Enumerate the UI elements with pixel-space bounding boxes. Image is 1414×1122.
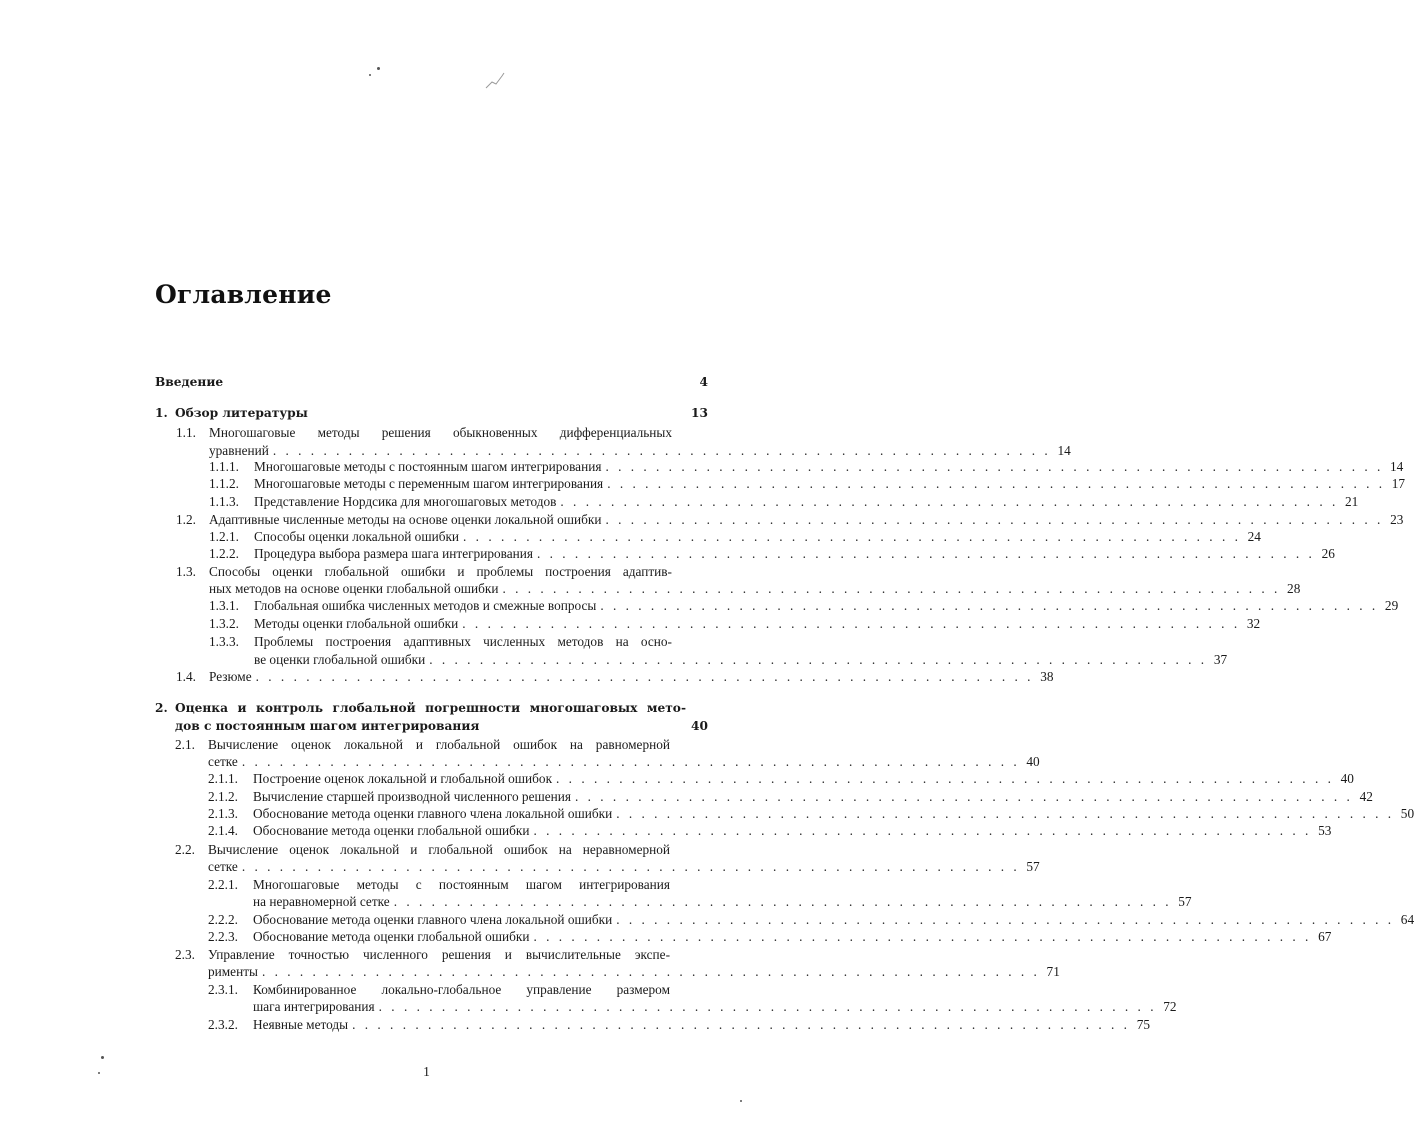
toc-entry-page: 40 <box>1340 771 1354 786</box>
toc-entry-section-1-3[interactable] <box>176 564 672 579</box>
toc-entry-page: 57 <box>1026 859 1040 874</box>
toc-entry-text: Глобальная ошибка численных методов и смежные вопросы <box>254 598 597 613</box>
toc-entry-text: ве оценки глобальной ошибки <box>254 652 426 667</box>
toc-entry-subsection[interactable] <box>209 634 672 649</box>
toc-leader-dots: . . . . . . . . . . . . . . . . . . . . . . . . . . . . . . . . . . . . . . . . . . . . . . . . . . . . . . . . . . . . . . <box>616 806 1395 821</box>
toc-entry-subsection[interactable] <box>208 771 1354 786</box>
toc-entry-page: 23 <box>1390 512 1404 527</box>
toc-entry-number: 2.3.2. <box>208 1017 238 1032</box>
toc-leader-dots: . . . . . . . . . . . . . . . . . . . . . . . . . . . . . . . . . . . . . . . . . . . . . . . . . . . . . . . . . . . . . . <box>255 669 1034 684</box>
toc-entry-page: 14 <box>1390 459 1404 474</box>
toc-entry-subsection[interactable] <box>208 823 1332 838</box>
toc-entry-chapter-1[interactable] <box>155 406 708 421</box>
toc-entry-subsection[interactable] <box>209 546 1335 561</box>
toc-entry-page: 75 <box>1136 1017 1150 1032</box>
toc-entry-page: 50 <box>1400 806 1414 821</box>
toc-entry-page: 53 <box>1318 823 1332 838</box>
toc-entry-text: Вычисление оценок локальной и глобальной ошибок на неравномерной <box>208 842 670 857</box>
toc-leader-dots: . . . . . . . . . . . . . . . . . . . . . . . . . . . . . . . . . . . . . . . . . . . . . . . . . . . . . . . . . . . . . . <box>533 929 1312 944</box>
toc-entry-subsection[interactable] <box>209 616 1261 631</box>
toc-entry-number: 2.1.1. <box>208 771 238 786</box>
toc-entry-number: 1.3.2. <box>209 616 239 631</box>
toc-entry-text: Неявные методы <box>253 1017 349 1032</box>
toc-entry-number: 2.2.1. <box>208 877 238 892</box>
toc-entry-page: 29 <box>1384 598 1399 613</box>
toc-leader-dots: . . . . . . . . . . . . . . . . . . . . . . . . . . . . . . . . . . . . . . . . . . . . . . . . . . . . . . . . . . . . . . <box>462 616 1241 631</box>
toc-entry-text: Адаптивные численные методы на основе оценки локальной ошибки <box>209 512 602 527</box>
toc-entry-continuation[interactable] <box>208 964 1060 979</box>
scan-speck <box>740 1100 742 1102</box>
toc-entry-continuation[interactable] <box>208 754 1040 769</box>
toc-entry-text: Обоснование метода оценки глобальной ошибки <box>253 929 530 944</box>
toc-entry-page: 57 <box>1178 894 1192 909</box>
toc-entry-page: 38 <box>1040 669 1054 684</box>
toc-entry-page: 32 <box>1246 616 1261 631</box>
toc-entry-page: 24 <box>1247 529 1261 544</box>
toc-entry-section-2-2[interactable] <box>175 842 670 857</box>
toc-entry-number: 2.1. <box>175 737 195 752</box>
toc-entry-text: Оценка и контроль глобальной погрешности многошаговых мето- <box>175 701 686 715</box>
toc-entry-text: Обоснование метода оценки глобальной ошибки <box>253 823 530 838</box>
toc-entry-number: 2.2.2. <box>208 912 238 927</box>
toc-entry-number: 1.1.1. <box>209 459 239 474</box>
toc-entry-number: 1.2.2. <box>209 546 239 561</box>
toc-entry-continuation[interactable] <box>209 581 1301 596</box>
toc-leader-dots: . . . . . . . . . . . . . . . . . . . . . . . . . . . . . . . . . . . . . . . . . . . . . . . . . . . . . . . . . . . . . . <box>463 529 1241 544</box>
toc-entry-page: 40 <box>1026 754 1040 769</box>
toc-entry-page: 13 <box>691 406 708 420</box>
toc-entry-number: 1.1.2. <box>209 476 239 491</box>
toc-entry-number: 1.2.1. <box>209 529 239 544</box>
toc-entry-number: 1.3. <box>176 564 196 579</box>
toc-entry-text: дов с постоянным шагом интегрирования <box>175 719 480 733</box>
scan-speck <box>101 1056 104 1059</box>
toc-leader-dots: . . . . . . . . . . . . . . . . . . . . . . . . . . . . . . . . . . . . . . . . . . . . . . . . . . . . . . . . . . . . . . <box>605 459 1384 474</box>
toc-entry-text: Построение оценок локальной и глобальной ошибок <box>253 771 553 786</box>
toc-entry-text: ных методов на основе оценки глобальной ошибки <box>209 581 499 596</box>
toc-entry-text: Способы оценки глобальной ошибки и проблемы построения адаптив- <box>209 564 672 579</box>
toc-leader-dots: . . . . . . . . . . . . . . . . . . . . . . . . . . . . . . . . . . . . . . . . . . . . . . . . . . . . . . . . . . . . . . <box>352 1017 1130 1032</box>
toc-entry-text: Вычисление старшей производной численного решения <box>253 789 571 804</box>
toc-entry-text: Обоснование метода оценки главного члена локальной ошибки <box>253 912 613 927</box>
toc-leader-dots: . . . . . . . . . . . . . . . . . . . . . . . . . . . . . . . . . . . . . . . . . . . . . . . . . . . . . . . . . . . . . . <box>605 512 1384 527</box>
toc-entry-chapter-2[interactable] <box>155 701 686 716</box>
toc-entry-text: уравнений <box>209 443 269 458</box>
toc-entry-page: 40 <box>691 719 708 733</box>
toc-entry-continuation[interactable] <box>175 719 708 734</box>
toc-entry-subsection[interactable] <box>208 929 1332 944</box>
toc-entry-subsection[interactable] <box>209 598 1399 613</box>
toc-entry-text: рименты <box>208 964 258 979</box>
toc-entry-page: 4 <box>699 375 708 389</box>
toc-entry-text: Многошаговые методы с постоянным шагом интегрирования <box>254 459 602 474</box>
toc-entry-number: 1.1. <box>176 425 196 440</box>
toc-entry-number: 1.4. <box>176 669 196 684</box>
toc-entry-text: на неравномерной сетке <box>253 894 390 909</box>
toc-entry-number: 2.3.1. <box>208 982 238 997</box>
toc-entry-page: 37 <box>1213 652 1228 667</box>
page-number: 1 <box>423 1064 430 1079</box>
toc-entry-section-2-1[interactable] <box>175 737 670 752</box>
toc-entry-section-1-4[interactable] <box>176 669 1054 684</box>
toc-leader-dots: . . . . . . . . . . . . . . . . . . . . . . . . . . . . . . . . . . . . . . . . . . . . . . . . . . . . . . . . . . . . . . <box>574 789 1353 804</box>
toc-leader-dots: . . . . . . . . . . . . . . . . . . . . . . . . . . . . . . . . . . . . . . . . . . . . . . . . . . . . . . . . . . . . . . <box>607 476 1386 491</box>
toc-entry-text: шага интегрирования <box>253 999 375 1014</box>
toc-entry-text: Обоснование метода оценки главного члена локальной ошибки <box>253 806 613 821</box>
toc-entry-page: 28 <box>1287 581 1301 596</box>
toc-entry-section-2-3[interactable] <box>175 947 670 962</box>
toc-leader-dots: . . . . . . . . . . . . . . . . . . . . . . . . . . . . . . . . . . . . . . . . . . . . . . . . . . . . . . . . . . . . . . <box>533 823 1312 838</box>
toc-entry-subsection[interactable] <box>209 476 1406 491</box>
toc-entry-text: Многошаговые методы с постоянным шагом интегрирования <box>253 877 670 892</box>
toc-leader-dots: . . . . . . . . . . . . . . . . . . . . . . . . . . . . . . . . . . . . . . . . . . . . . . . . . . . . . . . . . . . . . . <box>536 546 1315 561</box>
toc-entry-page: 14 <box>1057 443 1071 458</box>
toc-entry-number: 1.3.3. <box>209 634 239 649</box>
toc-entry-page: 17 <box>1391 476 1406 491</box>
toc-entry-number: 2.1.3. <box>208 806 238 821</box>
toc-entry-subsection[interactable] <box>209 529 1261 544</box>
toc-leader-dots: . . . . . . . . . . . . . . . . . . . . . . . . . . . . . . . . . . . . . . . . . . . . . . . . . . . . . . . . . . . . . . <box>600 598 1379 613</box>
toc-entry-number: 2.1.4. <box>208 823 238 838</box>
scan-speck <box>377 67 380 70</box>
toc-entry-subsection[interactable] <box>208 1017 1150 1032</box>
toc-entry-number: 2.1.2. <box>208 789 238 804</box>
toc-entry-text: Методы оценки глобальной ошибки <box>254 616 459 631</box>
toc-entry-number: 2.2. <box>175 842 195 857</box>
toc-entry-subsection[interactable] <box>208 877 670 892</box>
toc-leader-dots: . . . . . . . . . . . . . . . . . . . . . . . . . . . . . . . . . . . . . . . . . . . . . . . . . . . . . . . . . . . . . . <box>393 894 1172 909</box>
scan-mark <box>484 70 506 92</box>
toc-entry-text: Многошаговые методы с переменным шагом интегрирования <box>254 476 604 491</box>
toc-entry-text: Комбинированное локально-глобальное управление размером <box>253 982 670 997</box>
toc-entry-number: 1.3.1. <box>209 598 239 613</box>
toc-entry-text: Вычисление оценок локальной и глобальной ошибок на равномерной <box>208 737 670 752</box>
toc-leader-dots: . . . . . . . . . . . . . . . . . . . . . . . . . . . . . . . . . . . . . . . . . . . . . . . . . . . . . . . . . . . . . . <box>241 754 1020 769</box>
toc-entry-number: 2.3. <box>175 947 195 962</box>
toc-entry-page: 71 <box>1046 964 1060 979</box>
toc-entry-page: 72 <box>1163 999 1177 1014</box>
toc-entry-text: Обзор литературы <box>175 406 308 420</box>
toc-leader-dots: . . . . . . . . . . . . . . . . . . . . . . . . . . . . . . . . . . . . . . . . . . . . . . . . . . . . . . . . . . . . . . <box>272 443 1051 458</box>
scan-speck <box>369 74 371 76</box>
toc-entry-number: 1. <box>155 406 168 420</box>
toc-entry-number: 1.2. <box>176 512 196 527</box>
toc-leader-dots: . . . . . . . . . . . . . . . . . . . . . . . . . . . . . . . . . . . . . . . . . . . . . . . . . . . . . . . . . . . . . . <box>502 581 1281 596</box>
toc-entry-subsection[interactable] <box>208 912 1414 927</box>
toc-leader-dots: . . . . . . . . . . . . . . . . . . . . . . . . . . . . . . . . . . . . . . . . . . . . . . . . . . . . . . . . . . . . . . <box>378 999 1157 1014</box>
toc-entry-number: 2. <box>155 701 168 715</box>
toc-entry-page: 26 <box>1321 546 1335 561</box>
toc-entry-text: Способы оценки локальной ошибки <box>254 529 460 544</box>
toc-leader-dots: . . . . . . . . . . . . . . . . . . . . . . . . . . . . . . . . . . . . . . . . . . . . . . . . . . . . . . . . . . . . . . <box>556 771 1334 786</box>
toc-entry-continuation[interactable] <box>253 999 1177 1014</box>
toc-entry-text: Представление Нордсика для многошаговых методов <box>254 494 557 509</box>
toc-entry-section-1-1[interactable] <box>176 425 672 440</box>
toc-entry-text: сетке <box>208 754 238 769</box>
toc-entry-text: Процедура выбора размера шага интегрирования <box>254 546 533 561</box>
toc-entry-number: 1.1.3. <box>209 494 239 509</box>
toc-entry-page: 21 <box>1345 494 1359 509</box>
toc-entry-section-1-2[interactable] <box>176 512 1404 527</box>
toc-leader-dots: . . . . . . . . . . . . . . . . . . . . . . . . . . . . . . . . . . . . . . . . . . . . . . . . . . . . . . . . . . . . . . <box>241 859 1020 874</box>
page-title: Оглавление <box>155 280 332 309</box>
toc-leader-dots: . . . . . . . . . . . . . . . . . . . . . . . . . . . . . . . . . . . . . . . . . . . . . . . . . . . . . . . . . . . . . . <box>560 494 1339 509</box>
toc-entry-subsection[interactable] <box>208 789 1373 804</box>
toc-entry-page: 64 <box>1400 912 1414 927</box>
toc-entry-subsection[interactable] <box>208 806 1414 821</box>
toc-leader-dots: . . . . . . . . . . . . . . . . . . . . . . . . . . . . . . . . . . . . . . . . . . . . . . . . . . . . . . . . . . . . . . <box>616 912 1395 927</box>
toc-entry-text: Введение <box>155 375 224 389</box>
toc-entry-number: 2.2.3. <box>208 929 238 944</box>
toc-entry-text: Управление точностью численного решения и вычислительные экспе- <box>208 947 670 962</box>
toc-entry-text: Проблемы построения адаптивных численных методов на осно- <box>254 634 672 649</box>
toc-entry-continuation[interactable] <box>209 443 1071 458</box>
toc-entry-continuation[interactable] <box>253 894 1192 909</box>
toc-entry-continuation[interactable] <box>208 859 1040 874</box>
toc-leader-dots: . . . . . . . . . . . . . . . . . . . . . . . . . . . . . . . . . . . . . . . . . . . . . . . . . . . . . . . . . . . . . . <box>429 652 1208 667</box>
toc-entry-subsection[interactable] <box>209 494 1359 509</box>
toc-entry-subsection[interactable] <box>208 982 670 997</box>
toc-entry-continuation[interactable] <box>254 652 1228 667</box>
toc-entry-subsection[interactable] <box>209 459 1404 474</box>
toc-entry-intro[interactable] <box>155 375 708 390</box>
toc-leader-dots: . . . . . . . . . . . . . . . . . . . . . . . . . . . . . . . . . . . . . . . . . . . . . . . . . . . . . . . . . . . . . . <box>261 964 1040 979</box>
toc-entry-text: сетке <box>208 859 238 874</box>
toc-entry-text: Многошаговые методы решения обыкновенных дифференциальных <box>209 425 672 440</box>
toc-entry-page: 42 <box>1359 789 1373 804</box>
toc-entry-page: 67 <box>1318 929 1332 944</box>
toc-entry-text: Резюме <box>209 669 252 684</box>
